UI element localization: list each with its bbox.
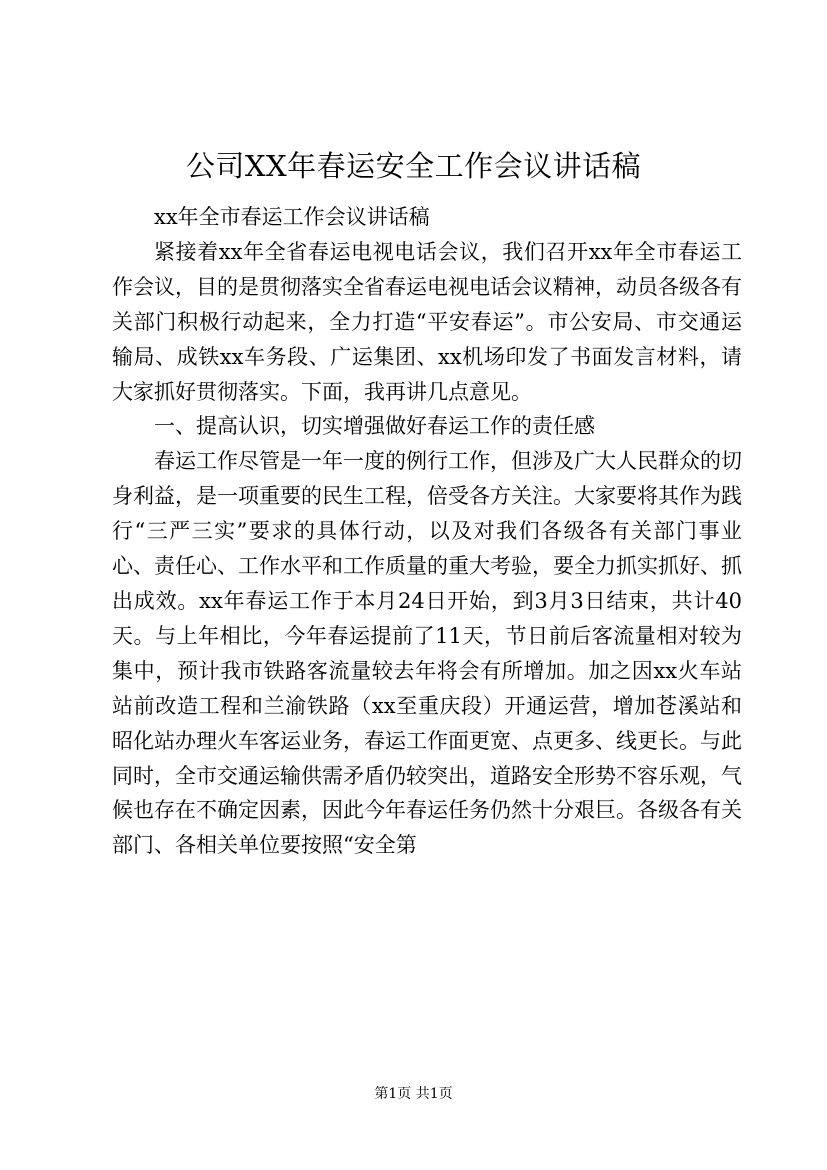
document-body: [112, 200, 742, 863]
document-title: 公司XX年春运安全工作会议讲话稿: [185, 149, 642, 183]
body-paragraph: 春运工作尽管是一年一度的例行工作，但涉及广大人民群众的切身利益，是一项重要的民生工程，倍受各方关注。大家要将其作为践行“三严三实”要求的具体行动，以及对我们各级各有关部门事业心、责任心、工作水平和工作质量的重大考验，要全力抓实抓好、抓出成效。xx年春运工作于本月24日开始，到3月3日结束，共计40天。与上年相比，今年春运提前了11天，节日前后客流量相对较为集中，预计我市铁路客流量较去年将会有所增加。加之因xx火车站站前改造工程和兰渝铁路（xx至重庆段）开通运营，增加苍溪站和昭化站办理火车客运业务，春运工作面更宽、点更多、线更长。与此同时，全市交通运输供需矛盾仍较突出，道路安全形势不容乐观，气候也存在不确定因素，因此今年春运任务仍然十分艰巨。各级各有关部门、各相关单位要按照“安全第: [112, 449, 742, 858]
page-footer: 第1页 共1页: [374, 1086, 453, 1102]
section-heading: 一、提高认识，切实增强做好春运工作的责任感: [154, 414, 595, 439]
intro-paragraph: 紧接着xx年全省春运电视电话会议，我们召开xx年全市春运工作会议，目的是贯彻落实全省春运电视电话会议精神，动员各级各有关部门积极行动起来，全力打造“平安春运”。市公安局、市交通运输局、成铁xx车务段、广运集团、xx机场印发了书面发言材料，请大家抓好贯彻落实。下面，我再讲几点意见。: [112, 239, 742, 404]
subtitle-paragraph: xx年全市春运工作会议讲话稿: [154, 205, 430, 229]
